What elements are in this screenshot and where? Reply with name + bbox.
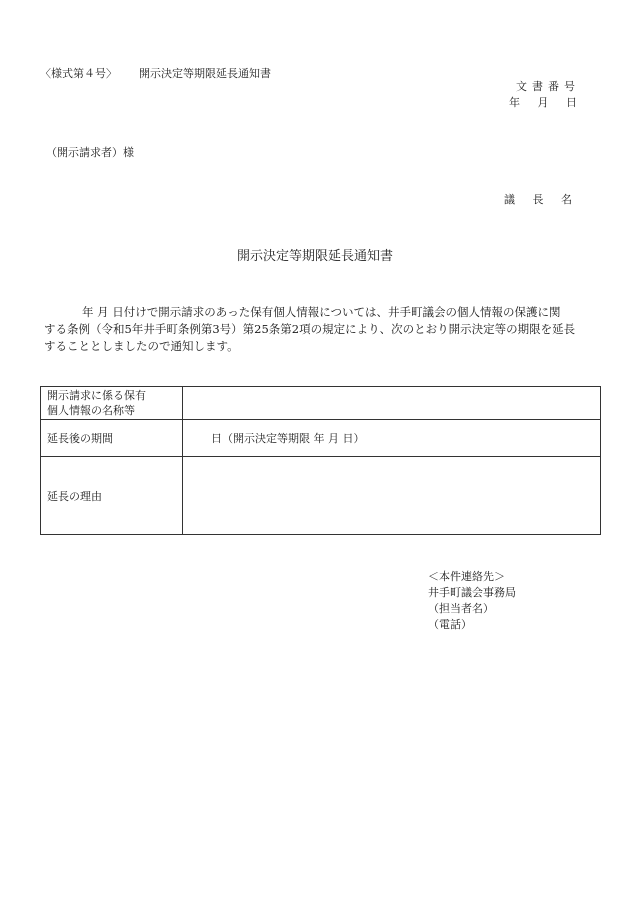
contact-person: （担当者名） [428,602,494,615]
info-name-label-line1: 開示請求に係る保有 [47,389,146,402]
extension-period-label: 延長後の期間 [41,420,183,457]
document-date-label: 年 月 日 [509,96,580,109]
info-table [40,386,601,535]
body-paragraph [44,304,596,355]
table-row [41,457,601,535]
table-row [41,387,601,420]
contact-heading: ＜本件連絡先＞ [428,570,505,583]
sender-name: 議 長 名 [504,193,572,206]
document-number-label: 文書番号 [516,80,580,93]
extension-period-value: 日（開示決定等期限 年 月 日） [183,420,601,457]
addressee: （開示請求者）様 [46,146,134,159]
contact-office: 井手町議会事務局 [428,586,516,599]
form-number: 〈様式第４号〉 [40,67,117,80]
body-line: することとしましたので通知します。 [44,339,239,353]
extension-reason-label: 延長の理由 [41,457,183,535]
info-name-label-line2: 個人情報の名称等 [47,404,135,417]
form-header [40,67,271,81]
form-header-title: 開示決定等期限延長通知書 [139,67,271,80]
document-title: 開示決定等期限延長通知書 [236,249,393,264]
contact-block [428,569,516,633]
info-name-label [41,387,183,420]
info-name-value [183,387,601,420]
extension-reason-value [183,457,601,535]
contact-phone: （電話） [428,618,472,631]
body-line: する条例（令和5年井手町条例第3号）第25条第2項の規定により、次のとおり開示決定等の期限を延長 [44,322,576,336]
body-line: 年 月 日付けで開示請求のあった保有個人情報については、井手町議会の個人情報の保護に関 [82,305,561,319]
table-row [41,420,601,457]
